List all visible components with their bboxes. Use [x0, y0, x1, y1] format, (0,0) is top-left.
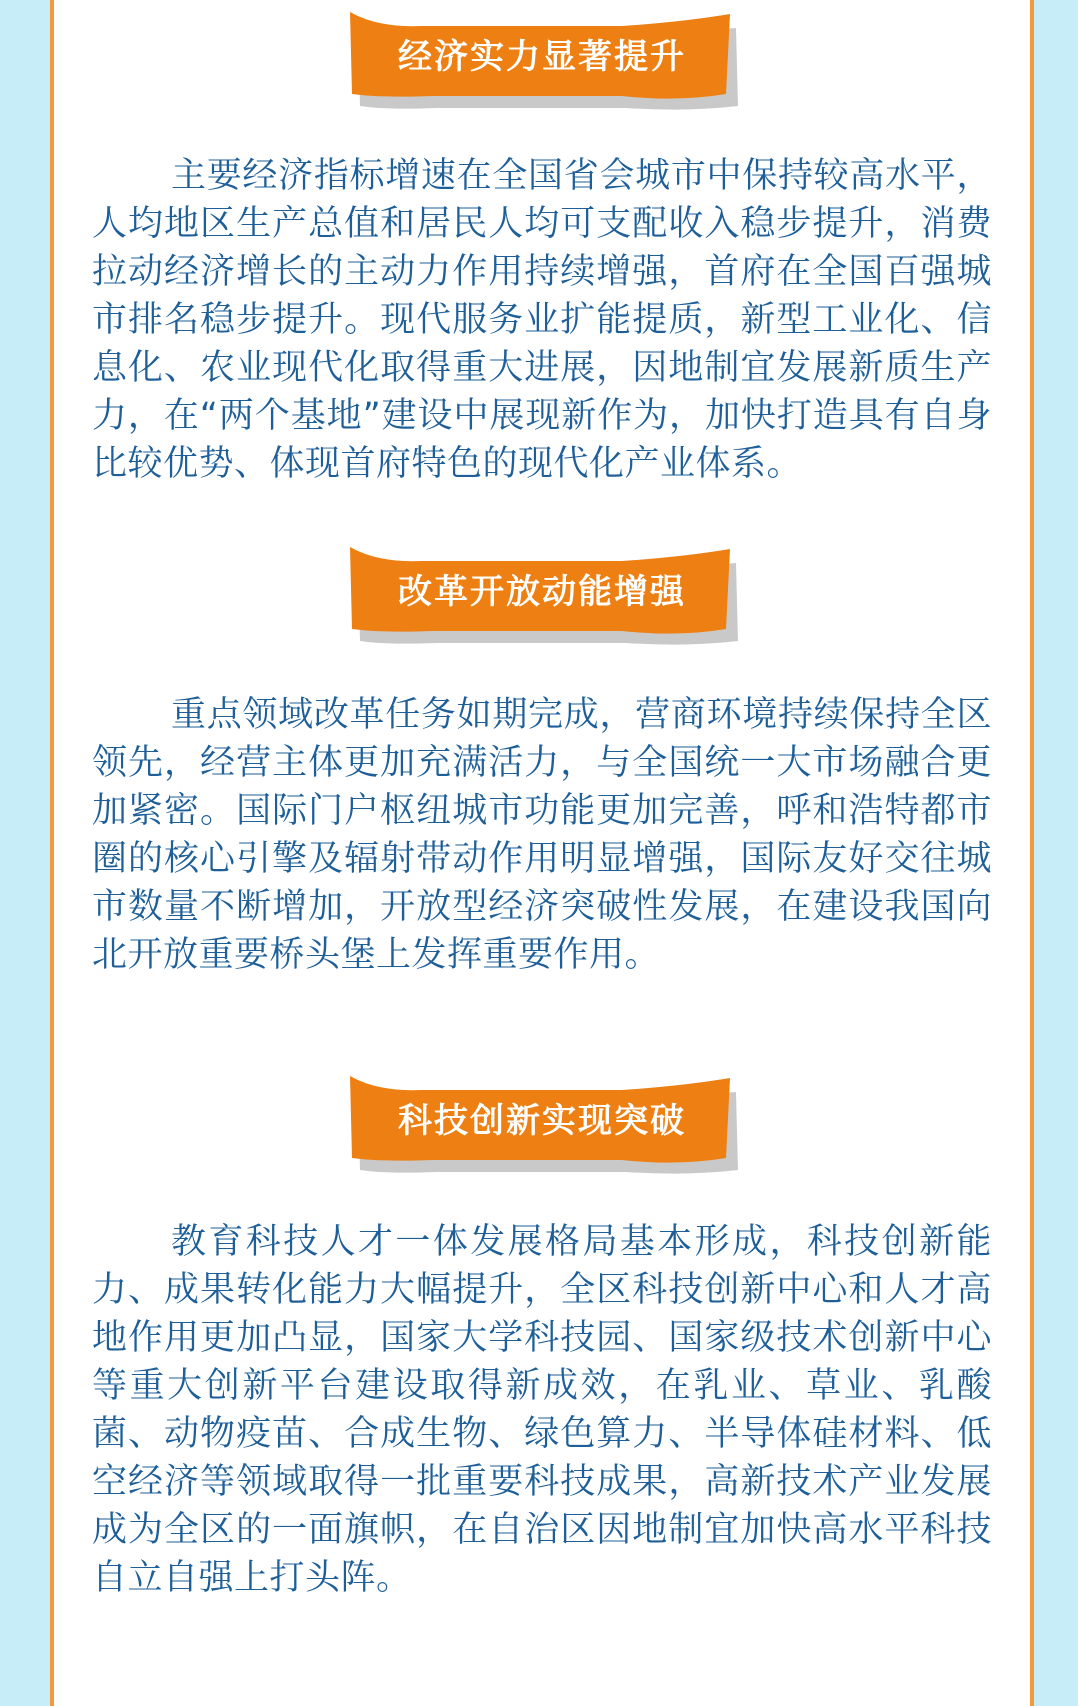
content-panel	[50, 0, 1034, 1706]
section-title: 经济实力显著提升	[398, 37, 686, 77]
section-body: 教育科技人才一体发展格局基本形成，科技创新能力、成果转化能力大幅提升，全区科技创新中心和人才高地作用更加凸显，国家大学科技园、国家级技术创新中心等重大创新平台建设取得新成效，在乳业、草业、乳酸菌、动物疫苗、合成生物、绿色算力、半导体硅材料、低空经济等领域取得一批重要科技成果，高新技术产业发展成为全区的一面旗帜，在自治区因地制宜加快高水平科技自立自强上打头阵。	[92, 1222, 992, 1598]
section-body: 重点领域改革任务如期完成，营商环境持续保持全区领先，经营主体更加充满活力，与全国统一大市场融合更加紧密。国际门户枢纽城市功能更加完善，呼和浩特都市圈的核心引擎及辐射带动作用明显增强，国际友好交往城市数量不断增加，开放型经济突破性发展，在建设我国向北开放重要桥头堡上发挥重要作用。	[92, 695, 992, 975]
section-title: 科技创新实现突破	[398, 1101, 686, 1141]
section-banner	[322, 541, 762, 645]
section-banner	[322, 1070, 762, 1174]
section-title: 改革开放动能增强	[398, 572, 686, 612]
section-body: 主要经济指标增速在全国省会城市中保持较高水平，人均地区生产总值和居民人均可支配收入稳步提升，消费拉动经济增长的主动力作用持续增强，首府在全国百强城市排名稳步提升。现代服务业扩能提质，新型工业化、信息化、农业现代化取得重大进展，因地制宜发展新质生产力，在“两个基地”建设中展现新作为，加快打造具有自身比较优势、体现首府特色的现代化产业体系。	[92, 156, 992, 484]
section-banner	[322, 6, 762, 110]
